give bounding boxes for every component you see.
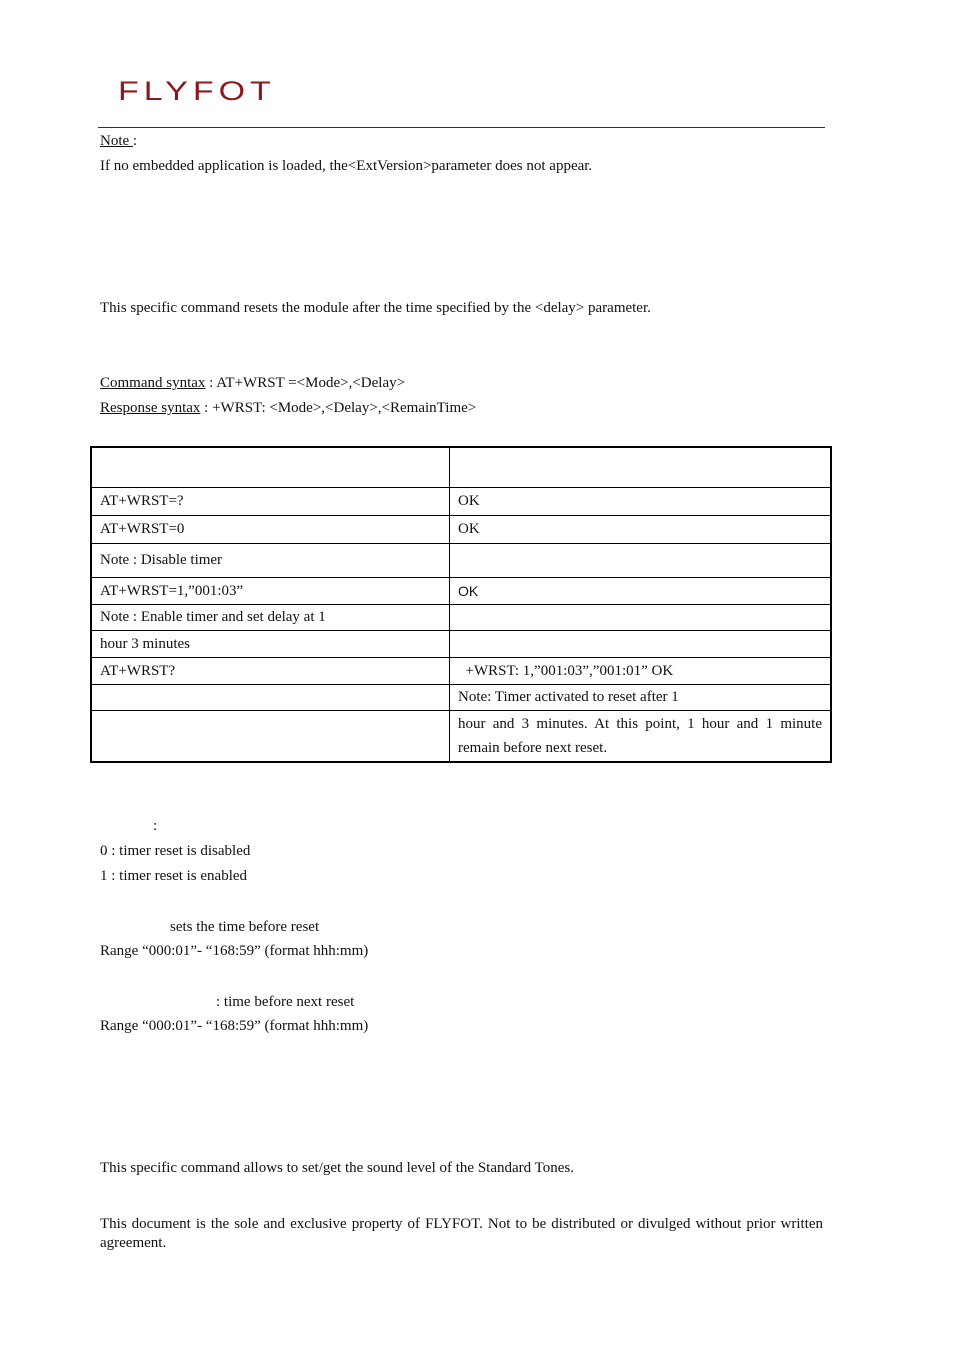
response-syntax xyxy=(100,400,476,417)
remain-time-range: Range “000:01”- “168:59” (format hhh:mm) xyxy=(100,1018,369,1034)
tones-description: This specific command allows to set/get the sound level of the Standard Tones. xyxy=(100,1160,574,1176)
table-row xyxy=(91,710,831,762)
delay-description: sets the time before reset xyxy=(170,919,320,935)
table-row xyxy=(91,543,831,577)
mode-colon: : xyxy=(153,818,158,834)
table-cell-response: OK xyxy=(450,515,832,543)
command-syntax-value: : AT+WRST =<Mode>,<Delay> xyxy=(205,375,406,391)
table-cell-command: AT+WRST=0 xyxy=(91,515,450,543)
flyfot-logo: FLYFOT xyxy=(118,76,276,107)
table-cell-command xyxy=(91,684,450,710)
response-syntax-value: : +WRST: <Mode>,<Delay>,<RemainTime> xyxy=(200,400,477,416)
table-cell-response xyxy=(450,447,832,487)
table-cell-command: Note : Enable timer and set delay at 1 xyxy=(91,604,450,630)
table-row xyxy=(91,577,831,604)
command-syntax-label: Command syntax xyxy=(100,375,206,391)
table-cell-response xyxy=(450,630,832,657)
note-label: Note xyxy=(100,133,133,149)
wrst-command-table xyxy=(90,446,832,763)
table-cell-command: hour 3 minutes xyxy=(91,630,450,657)
table-cell-command xyxy=(91,447,450,487)
table-cell-response: OK xyxy=(450,487,832,515)
command-syntax xyxy=(100,375,405,392)
table-cell-command xyxy=(91,710,450,762)
table-cell-command: AT+WRST=1,”001:03” xyxy=(91,577,450,604)
delay-range: Range “000:01”- “168:59” (format hhh:mm) xyxy=(100,943,369,959)
table-cell-command: AT+WRST=? xyxy=(91,487,450,515)
table-cell-response: hour and 3 minutes. At this point, 1 hour and 1 minute remain before next reset. xyxy=(450,710,832,762)
table-cell-command: AT+WRST? xyxy=(91,657,450,684)
note-colon: : xyxy=(132,133,138,149)
footer-disclaimer: This document is the sole and exclusive property of FLYFOT. Not to be distributed or divulged without prior written agreement. xyxy=(100,1216,823,1251)
table-cell-response: OK xyxy=(450,577,832,604)
mode-value-1: 1 : timer reset is enabled xyxy=(100,868,248,884)
remain-time-description: : time before next reset xyxy=(216,994,355,1010)
table-cell-response: Note: Timer activated to reset after 1 xyxy=(450,684,832,710)
response-syntax-label: Response syntax xyxy=(100,400,201,416)
table-row xyxy=(91,604,831,630)
table-cell-response xyxy=(450,543,832,577)
table-cell-command: Note : Disable timer xyxy=(91,543,450,577)
note-text: If no embedded application is loaded, the<ExtVersion>parameter does not appear. xyxy=(100,158,593,174)
mode-value-0: 0 : timer reset is disabled xyxy=(100,843,251,859)
wrst-description: This specific command resets the module after the time specified by the <delay> parameter. xyxy=(100,300,651,316)
table-row xyxy=(91,487,831,515)
table-row xyxy=(91,657,831,684)
table-cell-response: +WRST: 1,”001:03”,”001:01” OK xyxy=(450,657,832,684)
table-row xyxy=(91,515,831,543)
note-heading xyxy=(100,133,137,150)
table-row xyxy=(91,684,831,710)
table-row xyxy=(91,630,831,657)
header-divider xyxy=(98,127,825,128)
table-header-row xyxy=(91,447,831,487)
table-cell-response xyxy=(450,604,832,630)
